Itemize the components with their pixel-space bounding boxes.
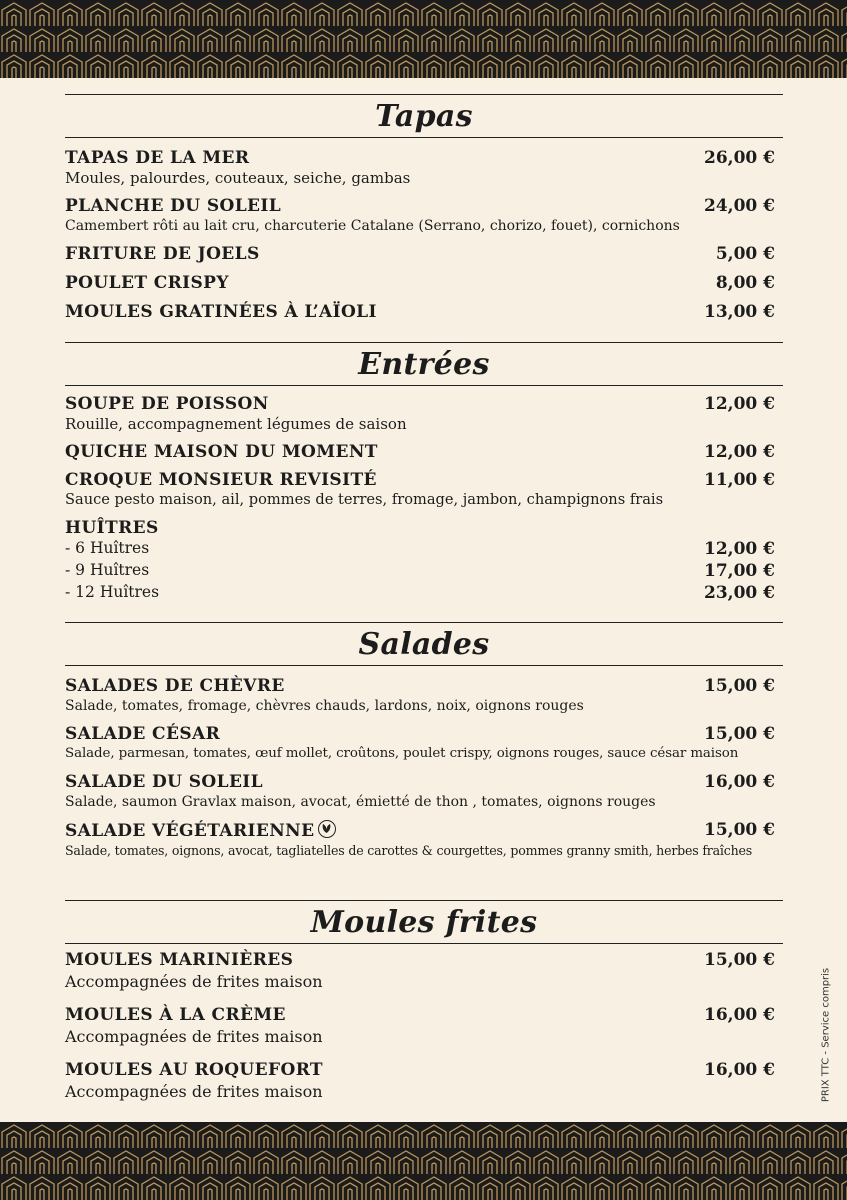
- item-price: 23,00 €: [704, 583, 775, 603]
- item-name: MOULES GRATINÉES À L’AÏOLI: [65, 302, 377, 322]
- item-description: Sauce pesto maison, ail, pommes de terres, fromage, jambon, champignons frais: [65, 491, 664, 508]
- menu-item: [65, 676, 775, 716]
- item-price: 16,00 €: [704, 772, 775, 792]
- item-price: 26,00 €: [704, 148, 775, 168]
- item-price: 16,00 €: [704, 1060, 775, 1080]
- item-price: 5,00 €: [715, 244, 775, 264]
- item-price: 12,00 €: [704, 394, 775, 414]
- menu-item: [65, 820, 775, 861]
- menu-item: [65, 302, 775, 322]
- section-header-entrees: [65, 342, 783, 386]
- item-name: SALADE VÉGÉTARIENNE: [65, 821, 315, 841]
- item-name: SOUPE DE POISSON: [65, 394, 269, 414]
- menu-item: [65, 1005, 775, 1047]
- menu-item: [65, 1060, 775, 1102]
- item-price: 15,00 €: [704, 820, 775, 840]
- section-header-tapas: [65, 94, 783, 138]
- menu-item: [65, 772, 775, 812]
- section-title-tapas: Tapas: [375, 98, 473, 134]
- menu-item: [65, 244, 775, 264]
- item-description: Moules, palourdes, couteaux, seiche, gambas: [65, 169, 411, 187]
- section-title-moules: Moules frites: [310, 904, 538, 940]
- price-note: PRIX TTC - Service compris: [820, 967, 832, 1103]
- section-title-salades: Salades: [358, 626, 490, 662]
- item-name: SALADE DU SOLEIL: [65, 772, 264, 792]
- section-title-entrees: Entrées: [358, 346, 490, 382]
- item-description: Salade, tomates, fromage, chèvres chauds, lardons, noix, oignons rouges: [65, 698, 584, 714]
- item-description: Accompagnées de frites maison: [65, 1082, 323, 1101]
- menu-item: [65, 273, 775, 293]
- menu-item: [65, 950, 775, 992]
- item-name: MOULES MARINIÈRES: [65, 950, 294, 970]
- item-description: Accompagnées de frites maison: [65, 972, 323, 991]
- item-name: POULET CRISPY: [65, 273, 229, 293]
- decorative-pattern-top: [0, 0, 847, 78]
- item-description: Rouille, accompagnement légumes de saison: [65, 415, 407, 433]
- menu-item: [65, 196, 775, 236]
- item-price: 15,00 €: [704, 724, 775, 744]
- item-name: FRITURE DE JOELS: [65, 244, 260, 264]
- item-price: 13,00 €: [704, 302, 775, 322]
- item-name: QUICHE MAISON DU MOMENT: [65, 442, 378, 462]
- menu-item: [65, 148, 775, 188]
- item-name: MOULES À LA CRÈME: [65, 1005, 286, 1025]
- menu-item-huitres: [65, 518, 775, 538]
- huitres-label: - 6 Huîtres: [65, 539, 150, 557]
- huitres-option: [65, 539, 775, 557]
- item-name: HUÎTRES: [65, 518, 159, 538]
- huitres-label: - 12 Huîtres: [65, 583, 160, 601]
- item-price: 17,00 €: [704, 561, 775, 581]
- item-description: Salade, tomates, oignons, avocat, tagliatelles de carottes & courgettes, pommes granny smith, herbes fraîches: [65, 843, 753, 858]
- huitres-option: [65, 561, 775, 579]
- item-description: Salade, saumon Gravlax maison, avocat, émietté de thon , tomates, oignons rouges: [65, 794, 656, 810]
- menu-item: [65, 394, 775, 434]
- item-price: 15,00 €: [704, 676, 775, 696]
- section-header-salades: [65, 622, 783, 666]
- item-price: 12,00 €: [704, 442, 775, 462]
- item-price: 24,00 €: [704, 196, 775, 216]
- item-name: TAPAS DE LA MER: [65, 148, 250, 168]
- item-description: Camembert rôti au lait cru, charcuterie Catalane (Serrano, chorizo, fouet), cornichons: [65, 218, 680, 234]
- item-price: 11,00 €: [704, 470, 775, 490]
- decorative-pattern-bottom: [0, 1122, 847, 1200]
- item-price: 15,00 €: [704, 950, 775, 970]
- item-name: CROQUE MONSIEUR REVISITÉ: [65, 470, 377, 490]
- section-header-moules: [65, 900, 783, 944]
- huitres-option: [65, 583, 775, 601]
- item-price: 16,00 €: [704, 1005, 775, 1025]
- huitres-label: - 9 Huîtres: [65, 561, 150, 579]
- menu-item: [65, 470, 775, 510]
- item-name: SALADES DE CHÈVRE: [65, 676, 285, 696]
- item-name: MOULES AU ROQUEFORT: [65, 1060, 323, 1080]
- vegetarian-leaf-icon: [318, 820, 336, 838]
- item-description: Accompagnées de frites maison: [65, 1027, 323, 1046]
- item-price: 8,00 €: [715, 273, 775, 293]
- item-name: SALADE CÉSAR: [65, 724, 221, 744]
- menu-item: [65, 442, 775, 462]
- item-description: Salade, parmesan, tomates, œuf mollet, croûtons, poulet crispy, oignons rouges, sauce césar maison: [65, 746, 739, 761]
- item-price: 12,00 €: [704, 539, 775, 559]
- item-name: PLANCHE DU SOLEIL: [65, 196, 282, 216]
- menu-item: [65, 724, 775, 764]
